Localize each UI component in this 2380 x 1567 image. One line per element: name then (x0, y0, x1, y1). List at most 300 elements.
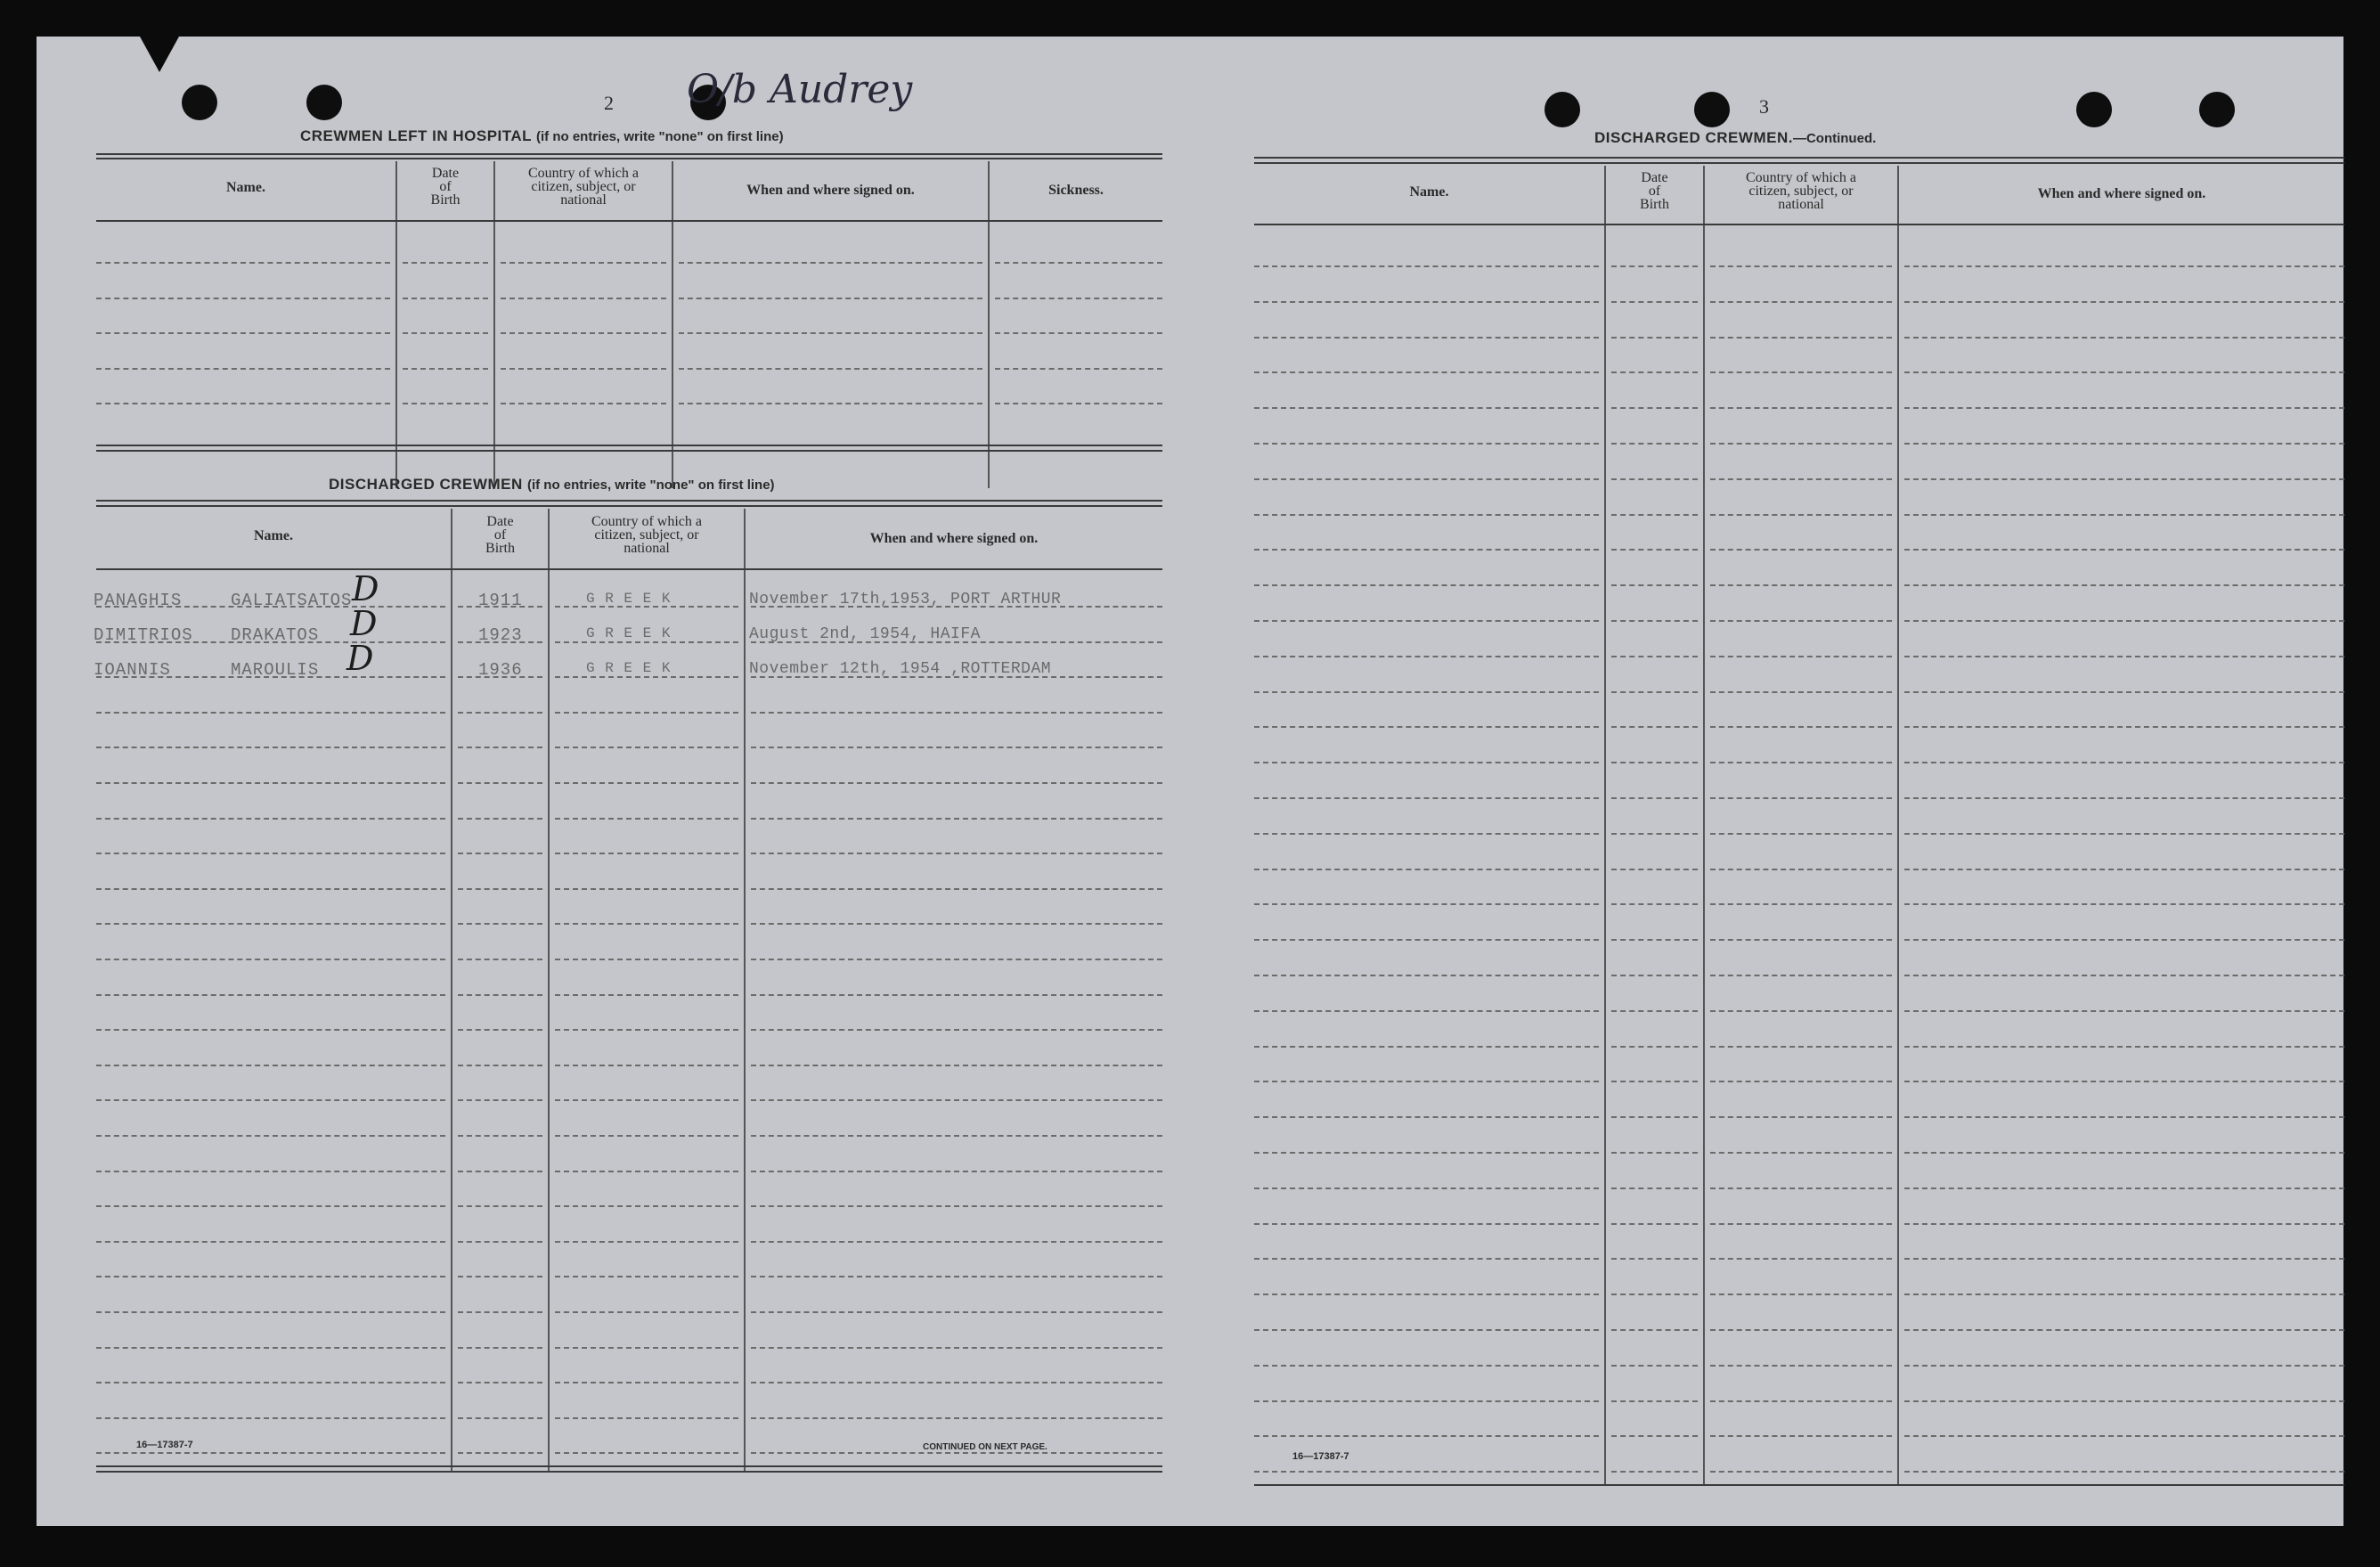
ruled-line (96, 959, 445, 960)
ruled-line (1904, 939, 2344, 941)
ruled-line (555, 1135, 738, 1137)
ruled-line (1904, 1152, 2344, 1154)
ruled-line (96, 403, 390, 404)
ruled-line (1904, 762, 2344, 763)
column-divider (672, 161, 673, 488)
ruled-line (458, 1065, 542, 1066)
ruled-line (1254, 549, 1599, 551)
ruled-line (458, 747, 542, 748)
ruled-line (1710, 1223, 1892, 1225)
header-country: Country of which a citizen, subject, or national (591, 514, 702, 556)
discharge-mark: D (352, 569, 379, 608)
ruled-line (1904, 726, 2344, 728)
ruled-line (555, 923, 738, 925)
ruled-line (1254, 1010, 1599, 1012)
header-underline (96, 568, 1162, 570)
ruled-line (1254, 833, 1599, 835)
ruled-line (1710, 1400, 1892, 1402)
ruled-line (403, 368, 488, 370)
crewman-signed-on: November 12th, 1954 ,ROTTERDAM (749, 660, 1052, 678)
ruled-line (458, 782, 542, 784)
ruled-line (679, 298, 982, 299)
ruled-line (1904, 1046, 2344, 1048)
ruled-line (501, 298, 666, 299)
crewman-dob: 1936 (478, 660, 523, 680)
ruled-line (96, 1171, 445, 1172)
ruled-line (1611, 869, 1698, 870)
ruled-line (96, 994, 445, 996)
ruled-line (1710, 726, 1892, 728)
ruled-line (1710, 1152, 1892, 1154)
ruled-line (1611, 1187, 1698, 1189)
crewman-signed-on: August 2nd, 1954, HAIFA (749, 625, 981, 643)
ruled-line (96, 923, 445, 925)
crewman-country: G R E E K (586, 660, 672, 676)
ruled-line (1904, 1223, 2344, 1225)
ruled-line (1904, 975, 2344, 976)
crewman-first-name: IOANNIS (94, 660, 171, 680)
header-signed: When and where signed on. (869, 531, 1039, 546)
ruled-line (751, 1171, 1162, 1172)
ruled-line (1904, 1010, 2344, 1012)
ruled-line (96, 1382, 445, 1383)
ruled-line (751, 1099, 1162, 1101)
ruled-line (751, 853, 1162, 854)
ruled-line (555, 959, 738, 960)
ruled-line (751, 1241, 1162, 1243)
ruled-line (96, 1311, 445, 1313)
header-signed: When and where signed on. (746, 183, 915, 198)
discharged-section-title (329, 476, 775, 494)
header-signed: When and where signed on. (2037, 186, 2206, 201)
ruled-line (1611, 620, 1698, 622)
ruled-line (679, 332, 982, 334)
column-divider (548, 509, 550, 1471)
column-divider (395, 161, 397, 488)
ruled-line (751, 1205, 1162, 1207)
ruled-line (1710, 1329, 1892, 1331)
ruled-line (1254, 1365, 1599, 1367)
ruled-line (555, 1029, 738, 1031)
ruled-line (1904, 691, 2344, 693)
document-sheet (37, 37, 2343, 1526)
ruled-line (555, 1311, 738, 1313)
ruled-line (403, 403, 488, 404)
ruled-line (555, 888, 738, 890)
ruled-line (458, 959, 542, 960)
ruled-line (1710, 443, 1892, 445)
ruled-line (751, 1382, 1162, 1383)
ruled-line (1254, 1081, 1599, 1082)
ruled-line (1710, 1471, 1892, 1473)
discharged-title: DISCHARGED CREWMEN (329, 476, 523, 493)
ruled-line (1254, 656, 1599, 657)
ruled-line (1611, 443, 1698, 445)
page-number: 3 (1759, 95, 1769, 118)
ruled-line (1611, 833, 1698, 835)
ruled-line (1710, 1294, 1892, 1295)
ruled-line (1710, 337, 1892, 339)
ruled-line (96, 298, 390, 299)
discharged-title-note: (if no entries, write "none" on first line) (526, 477, 775, 493)
ruled-line (679, 403, 982, 404)
ruled-line (1254, 1329, 1599, 1331)
ruled-line (751, 747, 1162, 748)
ruled-line (1611, 514, 1698, 516)
ruled-line (1904, 1329, 2344, 1331)
ruled-line (555, 747, 738, 748)
header-dob: Date of Birth (485, 514, 515, 556)
ruled-line (458, 1311, 542, 1313)
crewman-country: G R E E K (586, 591, 672, 607)
ruled-line (555, 994, 738, 996)
ruled-line (751, 959, 1162, 960)
ruled-line (1254, 1152, 1599, 1154)
ruled-line (1710, 1365, 1892, 1367)
ruled-line (555, 1347, 738, 1349)
continued-suffix: —Continued. (1792, 131, 1877, 146)
ruled-line (458, 1241, 542, 1243)
header-underline (96, 220, 1162, 222)
header-name: Name. (1409, 184, 1449, 200)
ruled-line (1254, 939, 1599, 941)
ruled-line (1254, 797, 1599, 799)
ruled-line (1710, 1258, 1892, 1260)
ruled-line (995, 368, 1162, 370)
header-underline (1254, 224, 2344, 225)
top-rule (1254, 162, 2344, 164)
ruled-line (1710, 620, 1892, 622)
ruled-line (1710, 869, 1892, 870)
ruled-line (458, 712, 542, 714)
ruled-line (458, 1452, 542, 1454)
ruled-line (458, 1417, 542, 1419)
ruled-line (1904, 443, 2344, 445)
ruled-line (1611, 726, 1698, 728)
ruled-line (1904, 337, 2344, 339)
ruled-line (1254, 1187, 1599, 1189)
ruled-line (1611, 549, 1698, 551)
ruled-line (555, 1452, 738, 1454)
ruled-line (1904, 1258, 2344, 1260)
ruled-line (1611, 584, 1698, 586)
ruled-line (96, 1099, 445, 1101)
ruled-line (679, 262, 982, 264)
ruled-line (96, 1065, 445, 1066)
ruled-line (1710, 514, 1892, 516)
ruled-line (1904, 1471, 2344, 1473)
ruled-line (1254, 1400, 1599, 1402)
crewman-dob: 1911 (478, 591, 523, 610)
ruled-line (1904, 1435, 2344, 1437)
discharge-mark: D (350, 604, 378, 643)
header-name: Name. (226, 180, 265, 195)
ruled-line (1254, 691, 1599, 693)
ruled-line (96, 1347, 445, 1349)
ruled-line (1254, 1435, 1599, 1437)
form-number: 16—17387-7 (1292, 1451, 1349, 1462)
ruled-line (96, 1241, 445, 1243)
ruled-line (1611, 1400, 1698, 1402)
ruled-line (1710, 265, 1892, 267)
ruled-line (1611, 691, 1698, 693)
ruled-line (501, 403, 666, 404)
ruled-line (1710, 478, 1892, 480)
right-page (1191, 37, 2343, 1526)
hospital-title-note: (if no entries, write "none" on first line) (536, 129, 784, 144)
header-country: Country of which a citizen, subject, or national (1746, 170, 1856, 212)
header-dob: Date of Birth (1640, 170, 1669, 212)
ruled-line (403, 262, 488, 264)
crewman-last-name: MAROULIS (231, 660, 320, 680)
ruled-line (751, 1065, 1162, 1066)
ruled-line (555, 1205, 738, 1207)
ruled-line (1710, 371, 1892, 373)
ruled-line (1611, 1046, 1698, 1048)
ruled-line (458, 923, 542, 925)
ruled-line (1254, 1046, 1599, 1048)
hospital-top-rule (96, 153, 1162, 155)
page-number: 2 (604, 92, 614, 114)
ruled-line (555, 1276, 738, 1277)
discharged-bottom-rule (96, 1465, 1162, 1467)
ruled-line (1904, 833, 2344, 835)
ruled-line (1611, 478, 1698, 480)
ruled-line (751, 1311, 1162, 1313)
ruled-line (1710, 407, 1892, 409)
ruled-line (96, 888, 445, 890)
ruled-line (1254, 337, 1599, 339)
ruled-line (458, 1171, 542, 1172)
ruled-line (751, 1276, 1162, 1277)
ruled-line (1611, 301, 1698, 303)
ruled-line (1611, 1010, 1698, 1012)
ruled-line (1254, 869, 1599, 870)
left-page (37, 37, 1168, 1526)
ruled-line (555, 676, 738, 678)
ruled-line (1254, 726, 1599, 728)
ruled-line (1611, 1365, 1698, 1367)
ruled-line (995, 262, 1162, 264)
crewman-country: G R E E K (586, 625, 672, 641)
discharge-mark: D (346, 639, 374, 678)
ruled-line (1904, 478, 2344, 480)
hospital-title: CREWMEN LEFT IN HOSPITAL (300, 127, 532, 144)
ruled-line (96, 1276, 445, 1277)
ruled-line (679, 368, 982, 370)
ruled-line (1254, 407, 1599, 409)
ruled-line (96, 1205, 445, 1207)
ruled-line (458, 818, 542, 820)
ruled-line (1254, 620, 1599, 622)
ruled-line (1611, 939, 1698, 941)
ruled-line (1710, 584, 1892, 586)
ruled-line (1611, 1258, 1698, 1260)
discharged-top-rule (96, 505, 1162, 507)
ruled-line (555, 818, 738, 820)
ruled-line (1904, 869, 2344, 870)
ruled-line (751, 1452, 1162, 1454)
ruled-line (1254, 1116, 1599, 1118)
ruled-line (1710, 903, 1892, 905)
ruled-line (458, 1099, 542, 1101)
ruled-line (1254, 371, 1599, 373)
ruled-line (1710, 1435, 1892, 1437)
form-number: 16—17387-7 (136, 1440, 193, 1450)
ruled-line (1611, 1081, 1698, 1082)
ruled-line (1254, 1294, 1599, 1295)
crewman-dob: 1923 (478, 625, 523, 645)
header-country: Country of which a citizen, subject, or national (528, 166, 639, 208)
ruled-line (995, 298, 1162, 299)
ruled-line (1254, 584, 1599, 586)
ruled-line (555, 1171, 738, 1172)
bottom-rule (1254, 1484, 2344, 1486)
ruled-line (1710, 833, 1892, 835)
ruled-line (96, 1452, 445, 1454)
ruled-line (96, 818, 445, 820)
ruled-line (1710, 1081, 1892, 1082)
ruled-line (1904, 1116, 2344, 1118)
ruled-line (458, 1382, 542, 1383)
ruled-line (1904, 656, 2344, 657)
ruled-line (1254, 762, 1599, 763)
ruled-line (1611, 1329, 1698, 1331)
ruled-line (555, 712, 738, 714)
ruled-line (751, 1417, 1162, 1419)
ruled-line (751, 923, 1162, 925)
ruled-line (1710, 1046, 1892, 1048)
header-name: Name. (254, 528, 293, 543)
ruled-line (458, 1276, 542, 1277)
ruled-line (1904, 549, 2344, 551)
ruled-line (96, 853, 445, 854)
ruled-line (1710, 1187, 1892, 1189)
ruled-line (501, 332, 666, 334)
column-divider (744, 509, 746, 1471)
ruled-line (1611, 371, 1698, 373)
ruled-line (96, 1029, 445, 1031)
crewman-last-name: DRAKATOS (231, 625, 320, 645)
ruled-line (1904, 1081, 2344, 1082)
ruled-line (96, 782, 445, 784)
ruled-line (1611, 762, 1698, 763)
ruled-line (1611, 797, 1698, 799)
ruled-line (501, 368, 666, 370)
ruled-line (1710, 1116, 1892, 1118)
ruled-line (1254, 903, 1599, 905)
ruled-line (751, 1029, 1162, 1031)
ruled-line (1904, 1365, 2344, 1367)
column-divider (1897, 166, 1899, 1484)
crewman-signed-on: November 17th,1953, PORT ARTHUR (749, 591, 1062, 608)
ruled-line (96, 262, 390, 264)
ruled-line (1611, 1152, 1698, 1154)
ruled-line (1254, 514, 1599, 516)
ruled-line (995, 332, 1162, 334)
header-sickness: Sickness. (1048, 183, 1104, 198)
ruled-line (1904, 1294, 2344, 1295)
ruled-line (1904, 1187, 2344, 1189)
continued-note: CONTINUED ON NEXT PAGE. (923, 1442, 1047, 1452)
ruled-line (1254, 265, 1599, 267)
hospital-top-rule (96, 158, 1162, 159)
column-divider (1604, 166, 1606, 1484)
hospital-bottom-rule (96, 450, 1162, 452)
ruled-line (1710, 975, 1892, 976)
ruled-line (1611, 265, 1698, 267)
ruled-line (1254, 1471, 1599, 1473)
ruled-line (458, 1029, 542, 1031)
ruled-line (751, 1347, 1162, 1349)
ruled-line (458, 994, 542, 996)
ruled-line (96, 1417, 445, 1419)
discharged-top-rule (96, 500, 1162, 502)
ruled-line (1710, 301, 1892, 303)
crewman-first-name: PANAGHIS (94, 591, 183, 610)
crewman-first-name: DIMITRIOS (94, 625, 193, 645)
discharged-title: DISCHARGED CREWMEN. (1594, 129, 1793, 146)
ruled-line (1904, 514, 2344, 516)
ruled-line (995, 403, 1162, 404)
ruled-line (555, 1417, 738, 1419)
ruled-line (555, 853, 738, 854)
ruled-line (751, 888, 1162, 890)
ruled-line (96, 747, 445, 748)
ruled-line (1611, 1471, 1698, 1473)
ruled-line (751, 994, 1162, 996)
ruled-line (96, 368, 390, 370)
ruled-line (555, 1065, 738, 1066)
ruled-line (1904, 903, 2344, 905)
column-divider (451, 509, 452, 1471)
ruled-line (751, 818, 1162, 820)
ruled-line (458, 1347, 542, 1349)
ruled-line (1904, 620, 2344, 622)
ruled-line (1254, 1258, 1599, 1260)
ruled-line (1710, 939, 1892, 941)
hospital-section-title (300, 127, 784, 145)
ruled-line (458, 888, 542, 890)
column-divider (493, 161, 495, 488)
ruled-line (1904, 301, 2344, 303)
ruled-line (1611, 407, 1698, 409)
top-rule (1254, 157, 2344, 159)
ruled-line (1254, 443, 1599, 445)
ruled-line (501, 262, 666, 264)
ruled-line (1611, 1435, 1698, 1437)
ruled-line (1254, 301, 1599, 303)
ruled-line (458, 1135, 542, 1137)
header-dob: Date of Birth (430, 166, 461, 208)
ruled-line (555, 641, 738, 643)
ruled-line (1254, 1223, 1599, 1225)
ruled-line (1904, 407, 2344, 409)
ruled-line (1904, 1400, 2344, 1402)
ruled-line (458, 853, 542, 854)
ruled-line (458, 1205, 542, 1207)
ruled-line (1611, 975, 1698, 976)
ruled-line (555, 1099, 738, 1101)
ruled-line (403, 298, 488, 299)
column-divider (988, 161, 990, 488)
ruled-line (1904, 371, 2344, 373)
ruled-line (1254, 478, 1599, 480)
ruled-line (96, 712, 445, 714)
ruled-line (751, 782, 1162, 784)
ruled-line (1904, 584, 2344, 586)
ruled-line (1710, 691, 1892, 693)
